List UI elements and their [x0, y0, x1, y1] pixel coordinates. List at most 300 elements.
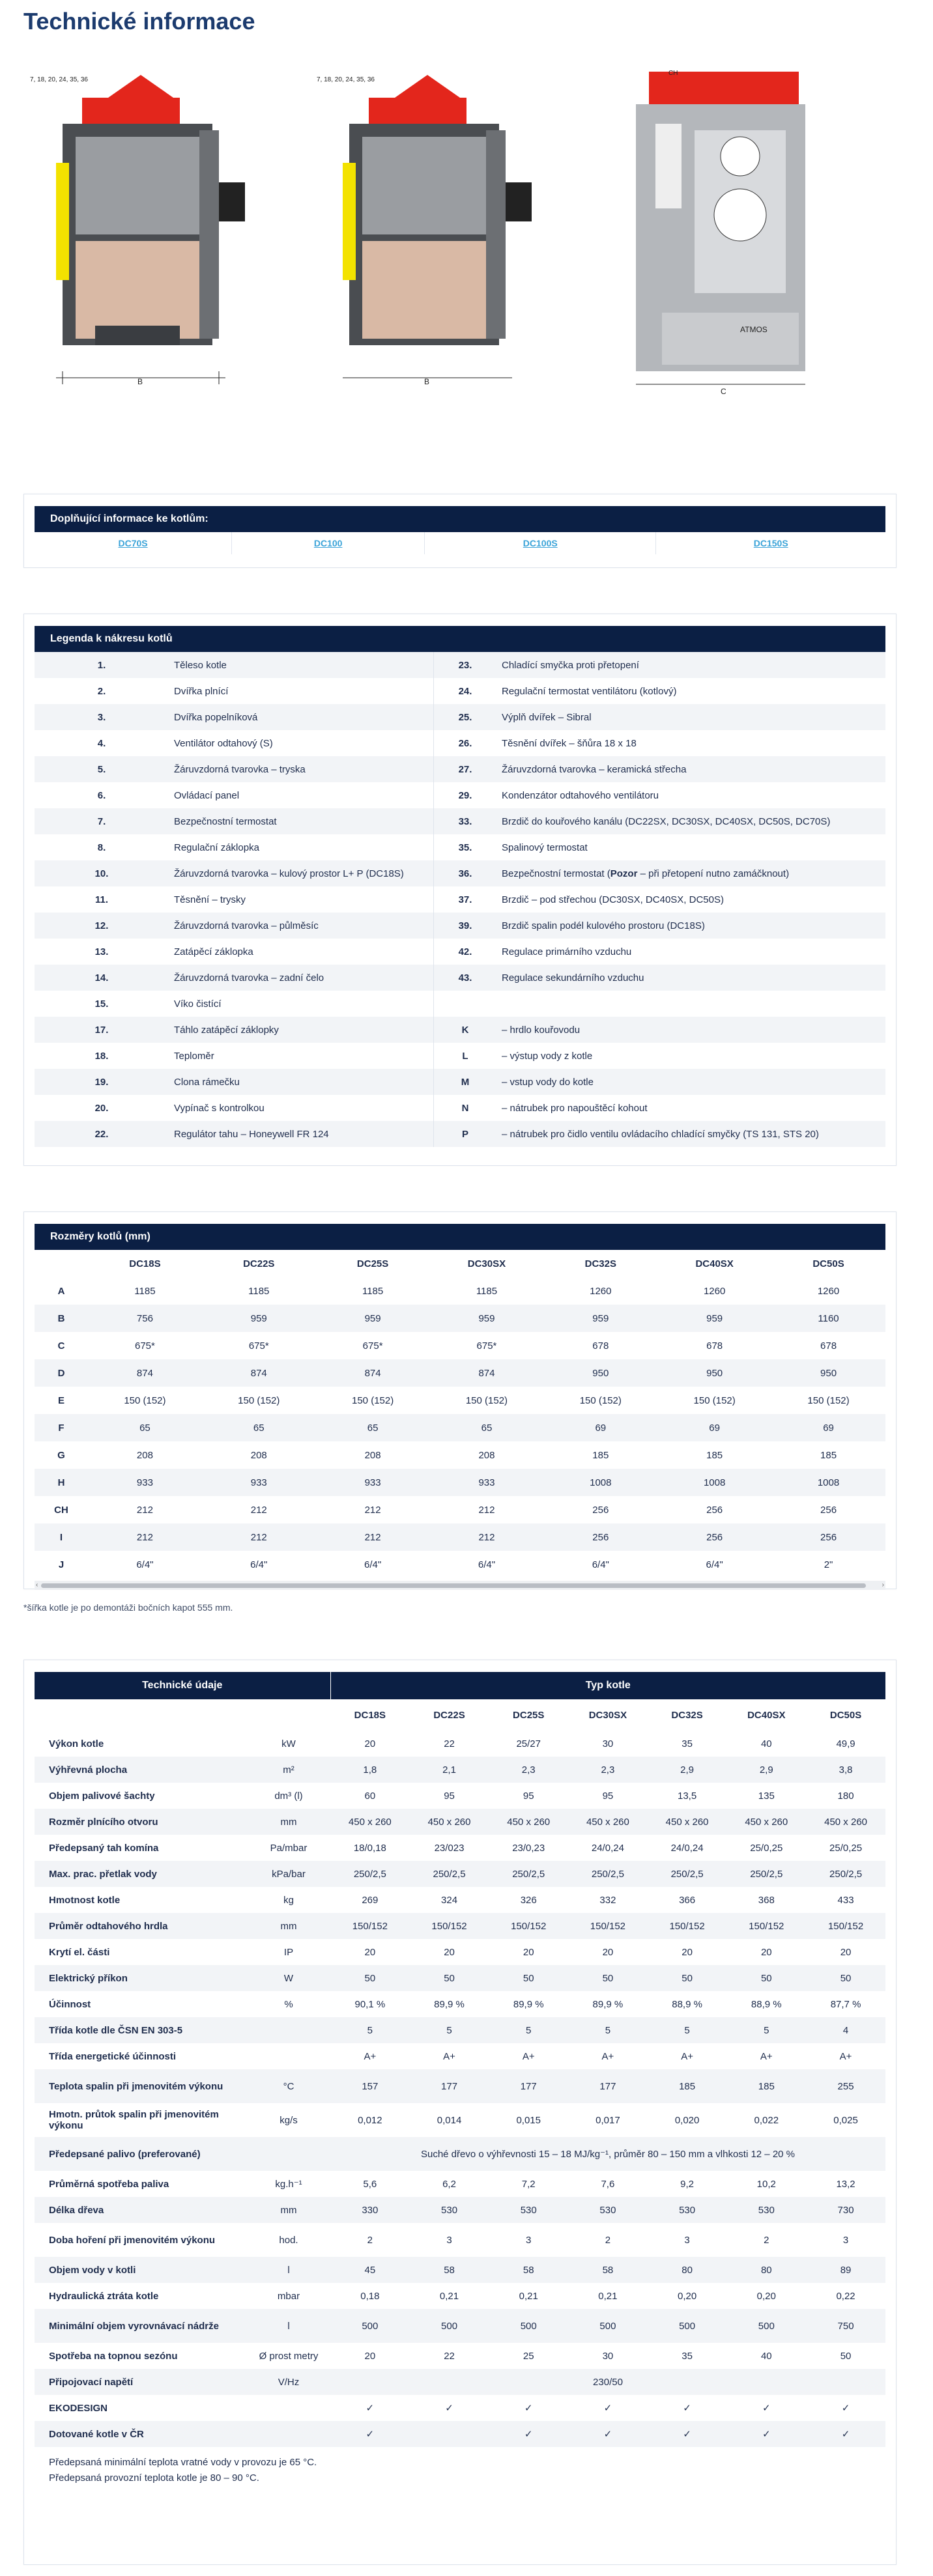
- dims-cell: 950: [543, 1359, 657, 1387]
- legend-number: 5.: [35, 756, 169, 782]
- horizontal-scrollbar[interactable]: ‹ ›: [36, 1581, 884, 1589]
- tech-cell: ✓: [841, 2403, 850, 2414]
- legend-row: [35, 652, 885, 678]
- legend-number: 37.: [434, 886, 497, 913]
- boiler-front-drawing: [597, 65, 870, 404]
- tech-cell: 89,9 %: [592, 1998, 624, 2010]
- tech-unit: l: [247, 2309, 330, 2343]
- tech-cell: 750: [806, 2309, 885, 2343]
- tech-cell: 40: [760, 1738, 772, 1749]
- legend-description: Víko čistící: [174, 998, 222, 1010]
- tech-row: [35, 2197, 885, 2223]
- dims-cell: 6/4": [136, 1559, 154, 1570]
- brand-label: ATMOS: [740, 325, 768, 334]
- tech-cell: 0,20: [756, 2290, 776, 2302]
- tech-cell: 0,020: [674, 2114, 700, 2126]
- tech-cell: A+: [681, 2050, 693, 2062]
- tech-row: [35, 1809, 885, 1835]
- dims-cell: 185: [592, 1449, 609, 1461]
- legend-description: Brzdič – pod střechou (DC30SX, DC40SX, DC50S): [502, 894, 724, 905]
- legend-description: Bezpečnostní termostat: [169, 808, 434, 834]
- tech-label: Hmotn. průtok spalin při jmenovitém výkonu: [49, 2109, 219, 2131]
- tech-cell: 22: [444, 1738, 455, 1749]
- tech-cell: A+: [601, 2050, 614, 2062]
- legend-number: 8.: [97, 842, 106, 853]
- tech-cell: 20: [364, 1738, 376, 1749]
- tech-cell: 250/2,5: [806, 1861, 885, 1887]
- legend-number: 10.: [35, 860, 169, 886]
- legend-description: Vypínač s kontrolkou: [174, 1102, 265, 1114]
- tech-cell: 50: [410, 1965, 489, 1991]
- dims-cell: 950: [657, 1359, 771, 1387]
- tech-cell: 330: [330, 2197, 410, 2223]
- tech-cell: 2,1: [410, 1757, 489, 1783]
- dims-row: [35, 1523, 885, 1551]
- tech-cell: 89: [806, 2257, 885, 2283]
- tech-footer: [35, 2447, 885, 2494]
- legend-text: Bezpečnostní termostat (: [502, 868, 610, 879]
- tech-cell: 1,8: [330, 1757, 410, 1783]
- dims-cell: 65: [88, 1414, 202, 1441]
- tech-label: Krytí el. části: [49, 1946, 110, 1958]
- dims-cell: 212: [250, 1504, 267, 1516]
- tech-cell: 450 x 260: [410, 1809, 489, 1835]
- tech-cell: 13,5: [677, 1790, 697, 1802]
- dims-cell: 185: [706, 1449, 723, 1461]
- tech-cell: 0,022: [754, 2114, 779, 2126]
- link-dc100[interactable]: DC100: [313, 537, 343, 548]
- drawing-label: B: [137, 377, 143, 386]
- tech-cell: 255: [806, 2069, 885, 2103]
- legend-number: 17.: [35, 1017, 169, 1043]
- dims-cell: 959: [202, 1305, 316, 1332]
- tech-cell: A+: [364, 2050, 377, 2062]
- tech-cell: 50: [568, 1965, 648, 1991]
- dims-cell: 675*: [248, 1340, 269, 1352]
- tech-model-header: DC25S: [513, 1709, 545, 1721]
- tech-unit: Pa/mbar: [270, 1842, 308, 1854]
- tech-model-header: DC18S: [354, 1709, 386, 1721]
- legend-description: [496, 860, 885, 886]
- tech-cell: 368: [758, 1894, 775, 1906]
- tech-cell: 0,21: [519, 2290, 538, 2302]
- legend-description: Regulační termostat ventilátoru (kotlový): [502, 685, 677, 697]
- legend-number: 4.: [97, 737, 106, 749]
- dims-cell: 950: [771, 1359, 885, 1387]
- dims-cell: 874: [88, 1359, 202, 1387]
- dims-row: [35, 1441, 885, 1469]
- dims-cell: 1260: [817, 1285, 840, 1297]
- dims-cell: 959: [430, 1305, 544, 1332]
- tech-cell: 89,9 %: [434, 1998, 465, 2010]
- dims-key: D: [35, 1359, 88, 1387]
- tech-cell: 25: [523, 2350, 534, 2362]
- legend-description: – vstup vody do kotle: [496, 1069, 885, 1095]
- tech-cell: 9,2: [680, 2178, 695, 2190]
- legend-description: Brzdič do kouřového kanálu (DC22SX, DC30SX, DC40SX, DC50S, DC70S): [496, 808, 885, 834]
- tech-cell: A+: [760, 2050, 773, 2062]
- dims-row: [35, 1551, 885, 1578]
- tech-cell: ✓: [806, 2421, 885, 2447]
- tech-cell: 50: [489, 1965, 568, 1991]
- legend-description: Žáruvzdorná tvarovka – půlměsíc: [169, 913, 434, 939]
- tech-cell: 433: [837, 1894, 854, 1906]
- dims-cell: 6/4": [250, 1559, 268, 1570]
- tech-label: Teplota spalin při jmenovitém výkonu: [35, 2069, 247, 2103]
- tech-unit: mm: [247, 2197, 330, 2223]
- tech-unit: kg.h⁻¹: [275, 2179, 302, 2190]
- tech-cell: 7,6: [601, 2178, 615, 2190]
- tech-unit: V/Hz: [247, 2369, 330, 2395]
- tech-cell: 23/023: [434, 1842, 465, 1854]
- tech-span-cell: Suché dřevo o výhřevnosti 15 – 18 MJ/kg⁻¹, průměr 80 – 150 mm a vlhkosti 12 – 20 %: [330, 2137, 885, 2171]
- dims-cell: 212: [136, 1504, 153, 1516]
- legend-row: [35, 1095, 885, 1121]
- tech-cell: 326: [520, 1894, 537, 1906]
- tech-cell: 7,2: [521, 2178, 536, 2190]
- dims-cell: 1008: [543, 1469, 657, 1496]
- dims-corner: [35, 1250, 88, 1277]
- tech-unit: IP: [283, 1946, 294, 1958]
- legend-description: Clona rámečku: [169, 1069, 434, 1095]
- tech-cell: 530: [726, 2197, 806, 2223]
- tech-unit: m²: [247, 1757, 330, 1783]
- tech-cell: 180: [837, 1790, 854, 1802]
- tech-cell: 13,2: [836, 2178, 855, 2190]
- tech-row: [35, 2369, 885, 2395]
- legend-number: 39.: [434, 913, 497, 939]
- tech-cell: 150/152: [410, 1913, 489, 1939]
- tech-cell: 185: [726, 2069, 806, 2103]
- dims-cell: 933: [202, 1469, 316, 1496]
- legend-description: – výstup vody z kotle: [502, 1050, 593, 1062]
- tech-model-header: DC22S: [433, 1709, 465, 1721]
- legend-description: Dvířka popelníková: [169, 704, 434, 730]
- dims-cell: 150 (152): [465, 1394, 508, 1406]
- tech-label: Třída kotle dle ČSN EN 303-5: [35, 2017, 247, 2043]
- tech-cell: ✓: [568, 2421, 648, 2447]
- dims-row: [35, 1469, 885, 1496]
- tech-unit: Ø prost metry: [259, 2350, 319, 2362]
- tech-label: Průměrná spotřeba paliva: [49, 2178, 169, 2190]
- link-dc150s[interactable]: DC150S: [753, 537, 788, 548]
- dims-cell: 212: [478, 1504, 495, 1516]
- tech-cell: 0,20: [677, 2290, 697, 2302]
- tech-cell: 500: [726, 2309, 806, 2343]
- tech-label: Hydraulická ztráta kotle: [49, 2290, 159, 2302]
- tech-cell: 5: [648, 2017, 727, 2043]
- legend-description: Těleso kotle: [169, 652, 434, 678]
- drawing-label: 7, 18, 20, 24, 35, 36: [317, 76, 375, 83]
- tech-unit: mbar: [277, 2290, 300, 2302]
- tech-cell: 177: [568, 2069, 648, 2103]
- dims-cell: 212: [430, 1523, 544, 1551]
- extra-info-card: [23, 494, 897, 568]
- tech-cell: 2: [764, 2234, 769, 2246]
- tech-cell: ✓: [603, 2403, 612, 2414]
- boiler-section-drawing-1: [23, 65, 310, 404]
- tech-cell: 730: [806, 2197, 885, 2223]
- legend-row: [35, 939, 885, 965]
- dimensions-title: Rozměry kotlů (mm): [35, 1224, 885, 1250]
- dims-cell: 256: [706, 1504, 723, 1516]
- tech-cell: 0,18: [360, 2290, 380, 2302]
- legend-row: [35, 965, 885, 991]
- tech-model-header: DC50S: [829, 1709, 862, 1721]
- tech-cell: 3: [446, 2234, 452, 2246]
- tech-cell: 332: [599, 1894, 616, 1906]
- tech-label: Výkon kotle: [49, 1738, 104, 1749]
- tech-row: [35, 2103, 885, 2137]
- dimensions-note: *šířka kotle je po demontáži bočních kapot 555 mm.: [23, 1602, 233, 1613]
- link-dc100s[interactable]: DC100S: [523, 537, 558, 548]
- legend-description: Regulace primárního vzduchu: [502, 946, 632, 957]
- tech-cell: 2,3: [489, 1757, 568, 1783]
- legend-number: 14.: [35, 965, 169, 991]
- legend-description: – hrdlo kouřovodu: [496, 1017, 885, 1043]
- legend-description: Regulace sekundárního vzduchu: [496, 965, 885, 991]
- tech-cell: 20: [523, 1946, 534, 1958]
- legend-number: 13.: [94, 946, 109, 957]
- drawing-label: CH: [668, 70, 678, 77]
- tech-cell: 450 x 260: [568, 1809, 648, 1835]
- dims-cell: 675*: [476, 1340, 497, 1352]
- tech-cell: 250/2,5: [568, 1861, 648, 1887]
- legend-number: M: [434, 1069, 497, 1095]
- tech-cell: 95: [523, 1790, 534, 1802]
- tech-unit: kg: [283, 1894, 294, 1906]
- dimensions-card: [23, 1211, 897, 1589]
- dims-key: CH: [54, 1504, 68, 1516]
- tech-row: [35, 1939, 885, 1965]
- tech-label: Hmotnost kotle: [49, 1894, 121, 1906]
- legend-number: 33.: [434, 808, 497, 834]
- tech-cell: 45: [330, 2257, 410, 2283]
- tech-cell: 35: [682, 2350, 693, 2362]
- legend-number: 15.: [94, 998, 109, 1010]
- footer-line: Předepsaná minimální teplota vratné vody v provozu je 65 °C.: [49, 2457, 317, 2468]
- legend-description: Ventilátor odtahový (S): [174, 737, 273, 749]
- tech-cell: 2,9: [648, 1757, 727, 1783]
- legend-description: Regulátor tahu – Honeywell FR 124: [169, 1121, 434, 1147]
- dims-cell: 208: [364, 1449, 381, 1461]
- legend-title: Legenda k nákresu kotlů: [35, 626, 885, 652]
- tech-cell: 177: [489, 2069, 568, 2103]
- dims-key: F: [35, 1414, 88, 1441]
- tech-unit: %: [284, 1998, 293, 2010]
- dims-cell: 6/4": [364, 1559, 382, 1570]
- tech-cell: 150/152: [806, 1913, 885, 1939]
- dims-cell: 933: [88, 1469, 202, 1496]
- dims-row: [35, 1496, 885, 1523]
- tech-cell: 450 x 260: [648, 1809, 727, 1835]
- tech-cell: 23/0,23: [512, 1842, 545, 1854]
- dims-row: [35, 1359, 885, 1387]
- tech-cell: 2: [367, 2234, 373, 2246]
- dims-row: [35, 1332, 885, 1359]
- legend-row: [35, 730, 885, 756]
- dims-cell: 959: [657, 1305, 771, 1332]
- dims-row: [35, 1387, 885, 1414]
- tech-cell: 150/152: [568, 1913, 648, 1939]
- legend-number: N: [434, 1095, 497, 1121]
- tech-header-left: Technické údaje: [35, 1672, 330, 1699]
- dims-key: J: [58, 1559, 65, 1570]
- tech-row: [35, 1835, 885, 1861]
- tech-label: Objem palivové šachty: [49, 1790, 155, 1802]
- legend-number: 2.: [97, 685, 106, 697]
- legend-text: – při přetopení nutno zamáčknout): [637, 868, 790, 879]
- tech-cell: 500: [330, 2309, 410, 2343]
- legend-description: – nátrubek pro napouštěcí kohout: [502, 1102, 648, 1114]
- tech-row: [35, 2257, 885, 2283]
- tech-unit: °C: [247, 2069, 330, 2103]
- dims-key: G: [57, 1449, 65, 1461]
- tech-row: [35, 2395, 885, 2421]
- tech-row: [35, 1757, 885, 1783]
- tech-cell: 24/0,24: [670, 1842, 704, 1854]
- legend-number: 6.: [97, 789, 106, 801]
- dims-cell: 65: [316, 1414, 430, 1441]
- dims-cell: 208: [478, 1449, 495, 1461]
- tech-row: [35, 1887, 885, 1913]
- dims-cell: 150 (152): [693, 1394, 736, 1406]
- tech-unit: kPa/bar: [247, 1861, 330, 1887]
- tech-cell: 5: [489, 2017, 568, 2043]
- dims-cell: 6/4": [706, 1559, 723, 1570]
- dims-column-header: DC22S: [243, 1258, 275, 1269]
- dims-cell: 1160: [771, 1305, 885, 1332]
- tech-cell: 58: [489, 2257, 568, 2283]
- dims-row: [35, 1305, 885, 1332]
- tech-cell: 30: [602, 1738, 614, 1749]
- dims-cell: 1185: [362, 1285, 384, 1297]
- tech-header-right: Typ kotle: [330, 1672, 885, 1699]
- tech-unit: mm: [247, 1809, 330, 1835]
- tech-cell: 185: [648, 2069, 727, 2103]
- tech-cell: 2,9: [726, 1757, 806, 1783]
- tech-label: Délka dřeva: [35, 2197, 247, 2223]
- tech-label: Účinnost: [49, 1998, 91, 2010]
- tech-cell: 60: [364, 1790, 376, 1802]
- tech-cell: 150/152: [489, 1913, 568, 1939]
- tech-row: [35, 1861, 885, 1887]
- page-title: Technické informace: [23, 8, 255, 35]
- legend-number: 12.: [35, 913, 169, 939]
- tech-unit: [247, 2043, 330, 2069]
- tech-unit: [247, 2017, 330, 2043]
- tech-row: [35, 2283, 885, 2309]
- tech-cell: 95: [444, 1790, 455, 1802]
- tech-cell: 366: [679, 1894, 696, 1906]
- dims-cell: 150 (152): [352, 1394, 394, 1406]
- tech-cell: 40: [760, 2350, 772, 2362]
- legend-row: [35, 1121, 885, 1147]
- tech-cell: 50: [330, 1965, 410, 1991]
- legend-row: [35, 1017, 885, 1043]
- legend-number: 25.: [434, 704, 497, 730]
- tech-cell: 0,015: [516, 2114, 541, 2126]
- tech-cell: 250/2,5: [489, 1861, 568, 1887]
- legend-number: 18.: [94, 1050, 109, 1062]
- legend-description: – nátrubek pro čidlo ventilu ovládacího chladící smyčky (TS 131, STS 20): [496, 1121, 885, 1147]
- tech-unit: dm³ (l): [274, 1790, 303, 1802]
- legend-description: Výplň dvířek – Sibral: [496, 704, 885, 730]
- tech-row: [35, 2137, 885, 2171]
- dims-cell: 1185: [134, 1285, 156, 1297]
- dims-cell: 150 (152): [579, 1394, 622, 1406]
- tech-cell: 89,9 %: [513, 1998, 544, 2010]
- dims-column-header: DC50S: [812, 1258, 844, 1269]
- tech-cell: 177: [410, 2069, 489, 2103]
- legend-description: Chladící smyčka proti přetopení: [496, 652, 885, 678]
- dims-cell: 208: [136, 1449, 153, 1461]
- legend-row: [35, 860, 885, 886]
- dims-column-header: DC32S: [584, 1258, 616, 1269]
- tech-label: Objem vody v kotli: [35, 2257, 247, 2283]
- tech-row: [35, 2309, 885, 2343]
- tech-unit: W: [247, 1965, 330, 1991]
- dims-cell: 678: [592, 1340, 609, 1352]
- legend-number: 24.: [434, 678, 497, 704]
- tech-row: [35, 2343, 885, 2369]
- tech-cell: 50: [806, 1965, 885, 1991]
- tech-models-row: [35, 1699, 885, 1731]
- tech-cell: ✓: [683, 2403, 691, 2414]
- tech-cell: 450 x 260: [330, 1809, 410, 1835]
- tech-cell: 18/0,18: [353, 1842, 386, 1854]
- legend-description: Spalinový termostat: [502, 842, 588, 853]
- tech-cell: 87,7 %: [830, 1998, 861, 2010]
- tech-unit: l: [247, 2257, 330, 2283]
- dims-cell: 6/4": [592, 1559, 609, 1570]
- tech-span-cell: 230/50: [330, 2369, 885, 2395]
- tech-model-header: DC32S: [671, 1709, 703, 1721]
- dims-key: I: [35, 1523, 88, 1551]
- tech-cell: ✓: [524, 2403, 533, 2414]
- tech-label: Předepsaný tah komína: [49, 1842, 159, 1854]
- tech-row: [35, 2017, 885, 2043]
- dims-cell: 185: [820, 1449, 837, 1461]
- legend-number: 11.: [94, 894, 109, 905]
- tech-row: [35, 1913, 885, 1939]
- tech-cell: 80: [726, 2257, 806, 2283]
- dims-cell: 208: [250, 1449, 267, 1461]
- tech-cell: A+: [839, 2050, 852, 2062]
- dims-cell: 1008: [771, 1469, 885, 1496]
- dims-key: E: [57, 1394, 65, 1406]
- tech-cell: 20: [760, 1946, 772, 1958]
- dims-cell: 1008: [657, 1469, 771, 1496]
- link-dc70s[interactable]: DC70S: [118, 537, 148, 548]
- tech-cell: 250/2,5: [330, 1861, 410, 1887]
- tech-cell: 22: [444, 2350, 455, 2362]
- tech-cell: 80: [648, 2257, 727, 2283]
- tech-cell: 25/0,25: [750, 1842, 783, 1854]
- tech-cell: 24/0,24: [591, 1842, 624, 1854]
- dims-column-header: DC18S: [129, 1258, 161, 1269]
- dims-key: A: [57, 1285, 65, 1297]
- legend-description: Žáruvzdorná tvarovka – kulový prostor L+ P (DC18S): [169, 860, 434, 886]
- tech-cell: 150/152: [330, 1913, 410, 1939]
- dims-cell: 6/4": [478, 1559, 496, 1570]
- legend-number: K: [434, 1017, 497, 1043]
- tech-cell: 500: [410, 2309, 489, 2343]
- dims-column-header: DC25S: [356, 1258, 389, 1269]
- dims-cell: 675*: [134, 1340, 155, 1352]
- tech-cell: A+: [443, 2050, 455, 2062]
- legend-description: Teploměr: [174, 1050, 214, 1062]
